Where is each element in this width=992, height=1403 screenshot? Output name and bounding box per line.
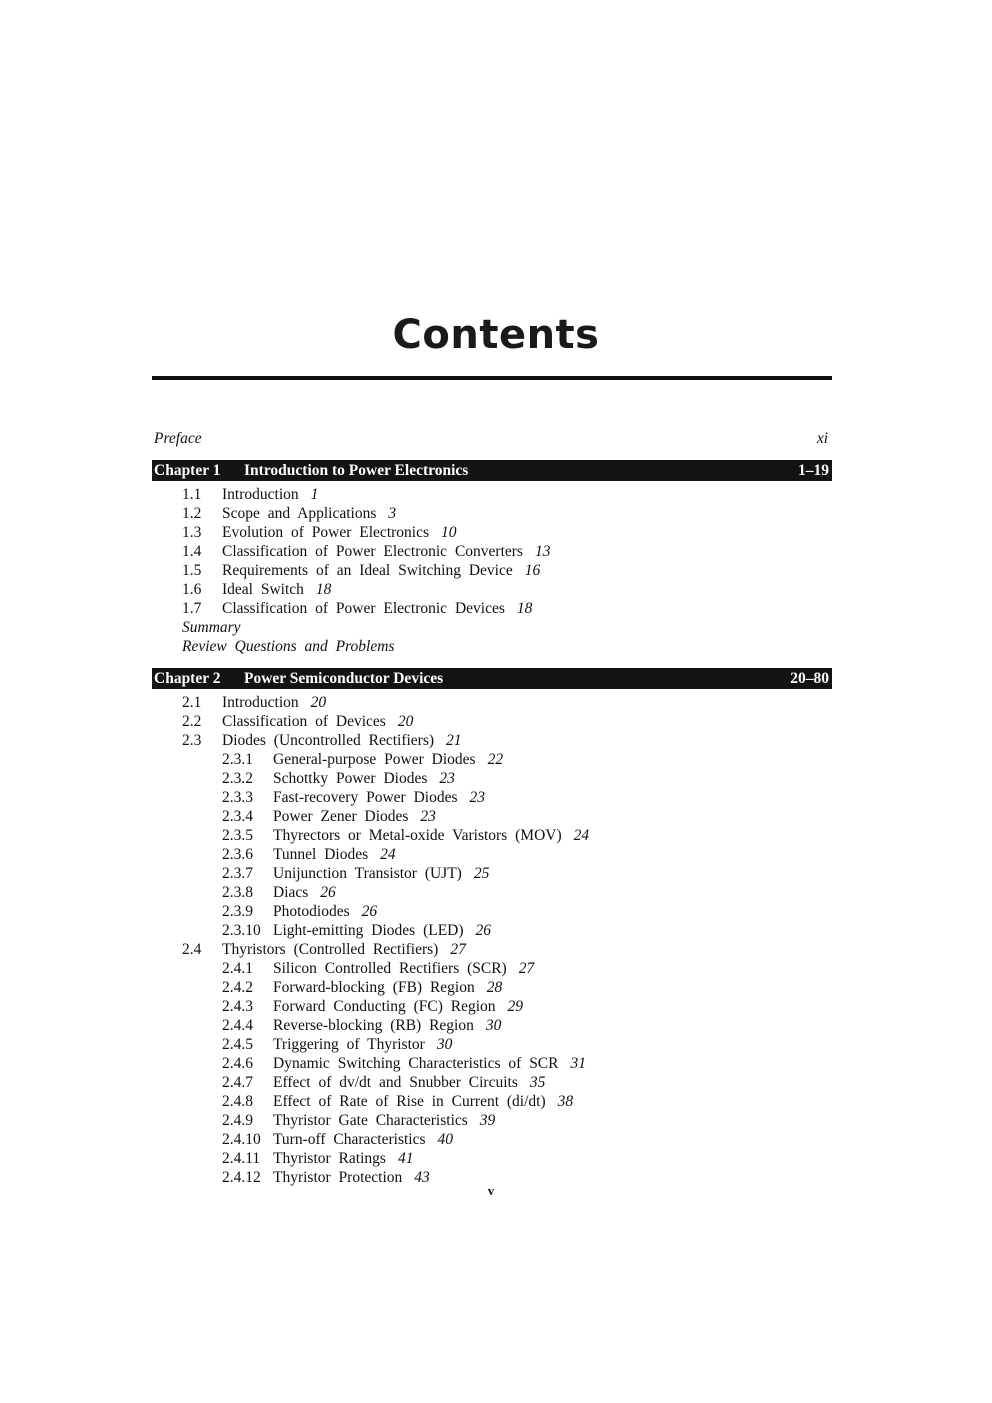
entry-title-text: Introduction [222,486,299,503]
toc-subsection-entry[interactable] [152,1016,832,1035]
toc-subsection-entry[interactable] [152,788,832,807]
entry-title [273,864,489,883]
toc-subsection-entry[interactable] [152,1073,832,1092]
entry-title-text: Dynamic Switching Characteristics of SCR [273,1055,559,1072]
entry-title-text: Thyrectors or Metal-oxide Varistors (MOV) [273,827,562,844]
toc-subsection-entry[interactable] [152,959,832,978]
toc-subsection-entry[interactable] [152,750,832,769]
entry-page: 3 [388,505,397,522]
entry-page: 20 [397,713,414,730]
entry-page: 23 [439,770,455,787]
entry-number: 2.2 [182,713,202,730]
entry-number: 2.3.5 [222,827,253,844]
entry-number: 2.4.2 [222,979,253,996]
toc-subsection-entry[interactable] [152,769,832,788]
entry-number: 1.6 [182,581,202,598]
entry-title-text: Thyristor Protection [273,1169,403,1186]
entry-title-text: Diacs [273,884,309,901]
entry-title [222,523,457,542]
entry-title [273,1016,501,1035]
entry-title [273,959,534,978]
chapter-header[interactable] [152,460,832,481]
entry-page: 23 [469,789,485,806]
entry-page: 39 [479,1112,496,1129]
entry-page: 40 [437,1131,454,1148]
entry-page: 18 [516,600,533,617]
entry-page: 22 [487,751,504,768]
chapter-label: Chapter 1 [154,462,221,479]
entry-title [273,1092,573,1111]
entry-title-text: Scope and Applications [222,505,377,522]
page-title: Contents [392,312,600,358]
toc-extra-entry[interactable] [152,618,832,637]
entry-title-text: Classification of Devices [222,713,386,730]
entry-title [273,1149,413,1168]
entry-title-text: Classification of Power Electronic Converters [222,543,523,560]
entry-number: 2.4.3 [222,998,253,1015]
toc-subsection-entry[interactable] [152,997,832,1016]
entry-title [273,997,523,1016]
entry-title [273,1111,495,1130]
entry-number: 2.3.6 [222,846,253,863]
toc-subsection-entry[interactable] [152,1054,832,1073]
entry-title: Review Questions and Problems [182,638,395,655]
entry-title-text: Evolution of Power Electronics [222,524,429,541]
toc-subsection-entry[interactable] [152,921,832,940]
entry-number: 2.4.12 [222,1169,261,1186]
entry-title [273,883,336,902]
page-folio: v [487,1183,495,1198]
entry-number: 1.1 [182,486,202,503]
entry-number: 2.3.2 [222,770,253,787]
entry-title-text: Triggering of Thyristor [273,1036,425,1053]
entry-number: 1.4 [182,543,202,560]
toc-subsection-entry[interactable] [152,1092,832,1111]
entry-title-text: Unijunction Transistor (UJT) [273,865,462,882]
entry-title [222,485,318,504]
entry-title-text: Power Zener Diodes [273,808,409,825]
entry-page: 35 [529,1074,546,1091]
chapter-pages: 20–80 [790,670,829,687]
entry-title [273,1054,586,1073]
entry-number: 2.4.1 [222,960,253,977]
entry-title: Summary [182,619,241,636]
entry-page: 16 [524,562,541,579]
entry-page: 30 [436,1036,453,1053]
entry-number: 2.4.10 [222,1131,261,1148]
entry-title-text: Requirements of an Ideal Switching Device [222,562,513,579]
entry-page: 26 [320,884,336,901]
entry-number: 2.4.11 [222,1150,261,1167]
entry-title [222,504,396,523]
entry-page: 31 [570,1055,586,1072]
entry-page: 38 [557,1093,574,1110]
entry-title [222,731,462,750]
entry-number: 2.3.4 [222,808,253,825]
entry-title [222,580,331,599]
toc-section-entry[interactable] [152,940,832,959]
entry-title-text: Reverse-blocking (RB) Region [273,1017,474,1034]
entry-page: 23 [420,808,436,825]
entry-number: 2.4.8 [222,1093,253,1110]
toc-subsection-entry[interactable] [152,1111,832,1130]
toc-section-entry[interactable] [152,731,832,750]
entry-title [273,902,377,921]
chapter-title: Introduction to Power Electronics [244,462,469,479]
entry-title-text: Fast-recovery Power Diodes [273,789,458,806]
entry-number: 2.4.4 [222,1017,253,1034]
entry-title [273,750,503,769]
entry-title [222,542,550,561]
chapter-title: Power Semiconductor Devices [244,670,444,687]
entry-title-text: Forward-blocking (FB) Region [273,979,475,996]
entry-number: 2.4.6 [222,1055,253,1072]
entry-page: 41 [397,1150,414,1167]
entry-title [222,940,466,959]
toc-section-entry[interactable] [152,712,832,731]
entry-title-text: Tunnel Diodes [273,846,369,863]
entry-title-text: Thyristor Ratings [273,1150,386,1167]
chapter-pages: 1–19 [798,462,829,479]
toc-subsection-entry[interactable] [152,826,832,845]
entry-page: 26 [361,903,378,920]
toc-subsection-entry[interactable] [152,902,832,921]
entry-title-text: General-purpose Power Diodes [273,751,476,768]
entry-page: 29 [507,998,524,1015]
entry-page: 24 [380,846,396,863]
entry-number: 2.3.3 [222,789,253,806]
toc-subsection-entry[interactable] [152,978,832,997]
entry-title-text: Thyristor Gate Characteristics [273,1112,468,1129]
entry-title [222,693,326,712]
toc-section-entry[interactable] [152,580,832,599]
entry-title-text: Introduction [222,694,299,711]
entry-page: 21 [446,732,462,749]
entry-page: 24 [573,827,590,844]
entry-number: 2.3.10 [222,922,261,939]
entry-number: 2.3.8 [222,884,253,901]
preface-page: xi [816,430,828,447]
toc-section-entry[interactable] [152,693,832,712]
entry-title [273,1073,545,1092]
entry-number: 2.4.7 [222,1074,253,1091]
entry-page: 20 [310,694,327,711]
entry-title [273,788,485,807]
entry-title-text: Silicon Controlled Rectifiers (SCR) [273,960,507,977]
entry-number: 2.3 [182,732,202,749]
entry-number: 2.4.9 [222,1112,253,1129]
entry-page: 13 [534,543,551,560]
entry-title [273,978,502,997]
entry-title [273,826,589,845]
preface-label: Preface [154,430,202,447]
entry-title-text: Diodes (Uncontrolled Rectifiers) [222,732,435,749]
toc-section-entry[interactable] [152,542,832,561]
toc-section-entry[interactable] [152,561,832,580]
toc-subsection-entry[interactable] [152,864,832,883]
entry-title [273,769,455,788]
title-rule [152,376,832,380]
entry-title [222,712,413,731]
entry-title-text: Photodiodes [273,903,350,920]
entry-title [222,599,532,618]
toc-extra-entry[interactable] [152,637,832,656]
entry-page: 10 [441,524,457,541]
entry-number: 2.1 [182,694,202,711]
entry-page: 18 [315,581,332,598]
entry-title-text: Thyristors (Controlled Rectifiers) [222,941,439,958]
entry-title [273,845,396,864]
entry-title-text: Effect of Rate of Rise in Current (di/dt) [273,1093,546,1110]
entry-number: 2.3.7 [222,865,253,882]
chapter-header[interactable] [152,668,832,689]
entry-page: 30 [485,1017,502,1034]
entry-number: 1.2 [182,505,202,522]
toc-section-entry[interactable] [152,599,832,618]
entry-title [273,921,491,940]
entry-title [222,561,540,580]
toc-subsection-entry[interactable] [152,1130,832,1149]
entry-number: 2.4 [182,941,202,958]
entry-title-text: Schottky Power Diodes [273,770,428,787]
entry-page: 25 [473,865,490,882]
entry-page: 28 [486,979,503,996]
entry-page: 1 [310,486,319,503]
toc-subsection-entry[interactable] [152,883,832,902]
entry-page: 26 [475,922,492,939]
entry-title-text: Classification of Power Electronic Devices [222,600,505,617]
entry-title-text: Effect of dv/dt and Snubber Circuits [273,1074,518,1091]
entry-title-text: Turn-off Characteristics [273,1131,426,1148]
preface-entry[interactable] [152,429,832,448]
toc-section-entry[interactable] [152,523,832,542]
entry-number: 1.5 [182,562,202,579]
entry-number: 2.4.5 [222,1036,253,1053]
entry-number: 1.7 [182,600,202,617]
entry-title [273,807,436,826]
toc-subsection-entry[interactable] [152,1149,832,1168]
entry-title [273,1035,452,1054]
entry-number: 2.3.9 [222,903,253,920]
entry-page: 43 [414,1169,430,1186]
entry-page: 27 [450,941,466,958]
entry-page: 27 [518,960,535,977]
toc-section-entry[interactable] [152,485,832,504]
toc-subsection-entry[interactable] [152,1035,832,1054]
entry-number: 1.3 [182,524,202,541]
toc-section-entry[interactable] [152,504,832,523]
toc-subsection-entry[interactable] [152,807,832,826]
entry-title-text: Ideal Switch [222,581,304,598]
chapter-label: Chapter 2 [154,670,221,687]
entry-title-text: Light-emitting Diodes (LED) [273,922,464,939]
entry-title-text: Forward Conducting (FC) Region [273,998,496,1015]
entry-number: 2.3.1 [222,751,253,768]
entry-title [273,1130,453,1149]
toc-subsection-entry[interactable] [152,845,832,864]
